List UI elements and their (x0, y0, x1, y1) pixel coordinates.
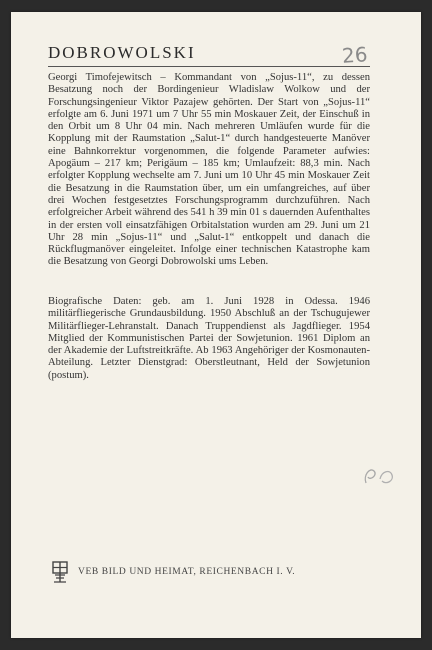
page-title: DOBROWOLSKI (48, 43, 196, 62)
pencil-scribble-mark (360, 461, 398, 489)
publisher-footer (52, 561, 295, 583)
title-divider (48, 66, 370, 67)
publisher-name: VEB BILD UND HEIMAT, REICHENBACH I. V. (78, 567, 296, 577)
postcard-back (11, 12, 421, 638)
bild-und-heimat-logo-icon (52, 561, 68, 583)
handwritten-number: 26 (341, 42, 369, 68)
biography-paragraph: Georgi Timofejewitsch – Kommandant von „Sojus-11“, zu dessen Besatzung noch der Bordingenieur Wladislaw Wolkow und der Forschungsingenieur Viktor Pazajew gehörten. Der Start von „Sojus-11“ erfolgte am 6. Juni 1971 um 7 Uhr 55 min Moskauer Zeit, der Einschuß in den Orbit um 8 Uhr 04 min. Nach mehreren Umläufen wurde für die Kopplung mit der Raumstation „Salut-1“ durch handgesteuerte Manöver eine Bahnkorrektur vorgenommen, die folgende Parameter aufwies: Apogäum – 217 km; Perigäum – 185 km; Umlaufzeit: 88,3 min. Nach erfolgter Kopplung wechselte am 7. Juni um 10 Uhr 45 min Moskauer Zeit die Besatzung in die Raumstation über, um ein umfangreiches, auf über drei Wochen festgesetztes Forschungsprogramm durchzuführen. Nach erfolgreicher Arbeit während des 541 h 39 min 01 s dauernden Aufenthaltes in der ersten voll einsatzfähigen Orbitalstation wurden am 29. Juni um 21 Uhr 28 min „Sojus-11“ und „Salut-1“ entkoppelt und danach die Rückflugmanöver eingeleitet. Infolge einer technischen Katastrophe kam die Besatzung von Georgi Dobrowolski ums Leben. (48, 72, 370, 268)
biographical-data-paragraph: Biografische Daten: geb. am 1. Juni 1928 in Odessa. 1946 militärfliegerische Grundausbildung. 1950 Abschluß an der Tschugujewer Militärflieger-Lehranstalt. Danach Truppendienst als Jagdflieger. 1954 Mitglied der Kommunistischen Partei der Sowjetunion. 1961 Diplom an der Akademie der Luftstreitkräfte. Ab 1963 Angehöriger der Kosmonauten-Abteilung. Letzter Dienstgrad: Oberstleutnant, Held der Sowjetunion (postum). (48, 296, 370, 381)
